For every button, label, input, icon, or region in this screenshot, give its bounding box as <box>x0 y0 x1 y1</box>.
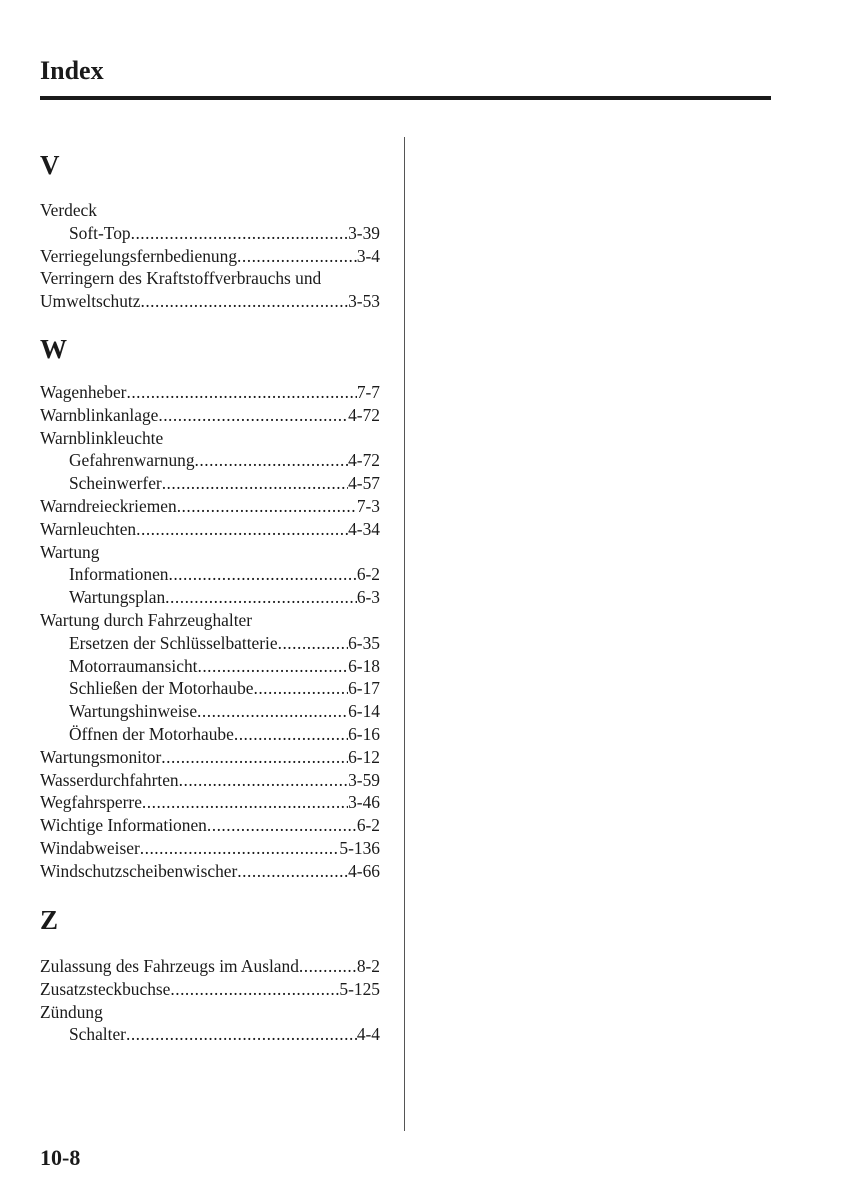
dot-leader <box>299 955 357 978</box>
dot-leader <box>195 449 349 472</box>
dot-leader <box>207 814 357 837</box>
index-term: Warnblinkanlage <box>40 404 159 425</box>
index-entry <box>40 541 380 564</box>
index-term: Öffnen der Motorhaube <box>69 723 234 744</box>
index-entry <box>40 955 380 978</box>
index-subentry <box>40 563 380 586</box>
index-entry <box>40 495 380 518</box>
index-term: Schließen der Motorhaube <box>69 678 254 699</box>
index-entry <box>40 290 380 313</box>
index-page-ref: 4-57 <box>348 473 380 494</box>
index-page-ref: 4-72 <box>348 404 380 425</box>
index-page-ref: 7-7 <box>356 382 380 402</box>
index-page-ref: 4-66 <box>348 860 380 881</box>
index-term: Soft-Top <box>69 222 131 243</box>
index-page-ref: 3-39 <box>348 222 380 243</box>
column-divider <box>404 137 405 1131</box>
index-entry <box>40 609 380 632</box>
dot-leader <box>237 245 357 268</box>
index-term: Ersetzen der Schlüsselbatterie <box>69 632 278 653</box>
index-term: Warnleuchten <box>40 518 137 539</box>
dot-leader <box>237 860 348 883</box>
index-page-ref: 5-136 <box>339 837 380 858</box>
index-page-ref: 7-3 <box>356 495 380 516</box>
index-entry <box>40 769 380 792</box>
index-page-ref: 4-4 <box>356 1024 380 1045</box>
index-term: Wegfahrsperre <box>40 792 142 813</box>
index-term: Verringern des Kraftstoffverbrauchs und <box>40 268 322 289</box>
index-entry <box>40 404 380 427</box>
index-term: Warnblinkleuchte <box>40 427 164 448</box>
index-page-ref: 6-12 <box>348 746 380 767</box>
index-subentry <box>40 655 380 678</box>
dot-leader <box>142 791 348 814</box>
index-entry <box>40 381 380 404</box>
dot-leader <box>140 837 340 860</box>
index-subentry <box>40 700 380 723</box>
title-rule <box>40 96 771 100</box>
index-entry <box>40 978 380 1001</box>
index-term: Wartung durch Fahrzeughalter <box>40 609 253 630</box>
section-v-entries <box>40 199 380 313</box>
dot-leader <box>253 677 348 700</box>
dot-leader <box>126 1023 357 1046</box>
index-page-ref: 6-2 <box>356 564 380 585</box>
index-subentry <box>40 449 380 472</box>
index-entry <box>40 199 380 222</box>
dot-leader <box>136 518 348 541</box>
index-entry <box>40 245 380 268</box>
index-entry <box>40 791 380 814</box>
index-page-ref: 3-4 <box>356 245 380 266</box>
index-entry <box>40 427 380 450</box>
index-subentry <box>40 632 380 655</box>
index-term: Motorraumansicht <box>69 655 198 676</box>
index-entry <box>40 746 380 769</box>
section-w-entries <box>40 381 380 883</box>
dot-leader <box>126 381 356 404</box>
dot-leader <box>161 746 348 769</box>
dot-leader <box>162 472 348 495</box>
index-page-ref: 6-14 <box>348 701 380 722</box>
index-term: Zündung <box>40 1001 103 1022</box>
index-subentry <box>40 586 380 609</box>
index-page-ref: 3-59 <box>348 769 380 790</box>
index-term: Verriegelungsfernbedienung <box>40 245 238 266</box>
index-entry <box>40 837 380 860</box>
dot-leader <box>179 769 348 792</box>
index-subentry <box>40 1023 380 1046</box>
index-entry <box>40 1001 380 1024</box>
index-subentry <box>40 472 380 495</box>
index-subentry <box>40 723 380 746</box>
index-term: Wagenheber <box>40 382 127 402</box>
index-page-ref: 4-34 <box>348 518 380 539</box>
index-entry <box>40 860 380 883</box>
section-letter-w: W <box>40 334 67 364</box>
index-page-ref: 6-2 <box>356 815 380 836</box>
index-page-ref: 6-35 <box>348 632 380 653</box>
index-page-ref: 6-16 <box>348 723 380 744</box>
index-term: Wartungsmonitor <box>40 746 162 767</box>
dot-leader <box>170 978 339 1001</box>
index-entry <box>40 814 380 837</box>
index-term: Gefahrenwarnung <box>69 450 195 471</box>
dot-leader <box>278 632 349 655</box>
index-subentry <box>40 222 380 245</box>
index-page-ref: 3-53 <box>348 291 380 312</box>
index-term: Verdeck <box>40 200 97 220</box>
index-term: Zusatzsteckbuchse <box>40 978 171 999</box>
index-term: Informationen <box>69 564 169 585</box>
dot-leader <box>131 222 349 245</box>
index-term: Wichtige Informationen <box>40 815 207 836</box>
index-term: Wartungsplan <box>69 587 166 608</box>
dot-leader <box>197 655 348 678</box>
dot-leader <box>177 495 357 518</box>
section-letter-v: V <box>40 150 60 180</box>
section-letter-z: Z <box>40 905 59 935</box>
index-term: Wartung <box>40 541 100 562</box>
page-title: Index <box>40 56 104 85</box>
index-term: Wartungshinweise <box>69 701 198 722</box>
index-term: Zulassung des Fahrzeugs im Ausland <box>40 956 299 976</box>
index-page-ref: 3-46 <box>348 792 380 813</box>
index-page-ref: 8-2 <box>356 956 380 976</box>
dot-leader <box>165 586 357 609</box>
index-term: Warndreieckriemen <box>40 495 177 516</box>
index-term: Wasserdurchfahrten <box>40 769 179 790</box>
dot-leader <box>168 563 356 586</box>
index-page-ref: 6-3 <box>356 587 380 608</box>
index-page-ref: 4-72 <box>348 450 380 471</box>
index-subentry <box>40 677 380 700</box>
dot-leader <box>234 723 348 746</box>
index-page-ref: 6-17 <box>348 678 380 699</box>
index-page-ref: 5-125 <box>339 978 380 999</box>
dot-leader <box>158 404 348 427</box>
index-term: Windschutzscheibenwischer <box>40 860 238 881</box>
page-number: 10-8 <box>40 1145 81 1170</box>
index-entry <box>40 267 380 290</box>
index-term: Umweltschutz <box>40 291 141 312</box>
index-term: Windabweiser <box>40 837 140 858</box>
index-term: Schalter <box>69 1024 126 1045</box>
dot-leader <box>197 700 348 723</box>
index-term: Scheinwerfer <box>69 473 162 494</box>
index-entry <box>40 518 380 541</box>
dot-leader <box>140 290 348 313</box>
index-page-ref: 6-18 <box>348 655 380 676</box>
section-z-entries <box>40 955 380 1046</box>
